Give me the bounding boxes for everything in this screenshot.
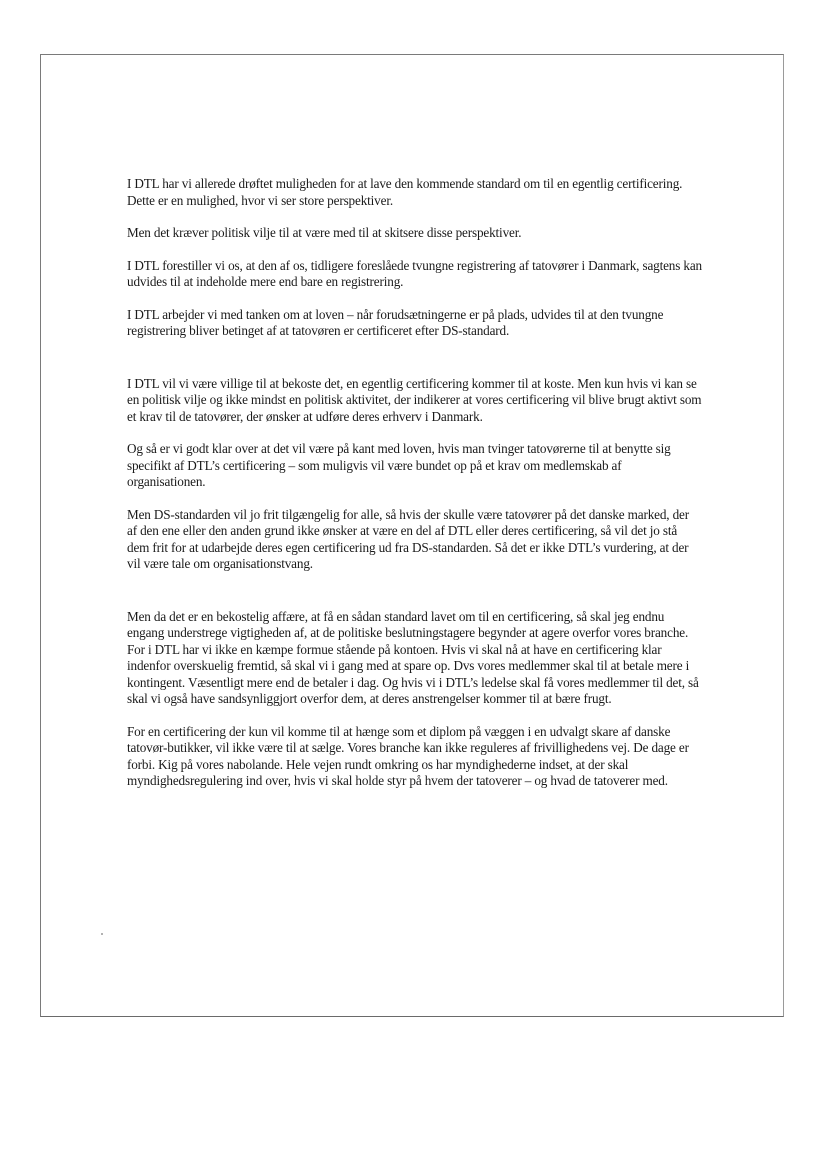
scan-speck: [101, 933, 103, 935]
paragraph: I DTL vil vi være villige til at bekoste det, en egentlig certificering kommer til at koste. Men kun hvis vi kan se en politisk vilje og ikke mindst en politisk aktivitet, der indikerer at vores certificering vil blive brugt aktivt som et krav til de tatovører, der ønsker at udføre deres erhverv i Danmark.: [127, 375, 702, 424]
paragraph: I DTL arbejder vi med tanken om at loven – når forudsætningerne er på plads, udvides til at den tvungne registrering bliver betinget af at tatovøren er certificeret efter DS-standard.: [127, 306, 664, 338]
paragraph: I DTL forestiller vi os, at den af os, tidligere foreslåede tvungne registrering af tatovører i Danmark, sagtens kan udvides til at indeholde mere end bare en registrering.: [127, 257, 702, 289]
document-body: [127, 176, 702, 806]
paragraph: Men da det er en bekostelig affære, at få en sådan standard lavet om til en certificering, så skal jeg endnu engang understrege vigtigheden af, at de politiske beslutningstagere begynder at agere overfor vores branche. For i DTL har vi ikke en kæmpe formue stående på kontoen. Hvis vi skal nå at have en certificering klar indenfor overskuelig fremtid, så skal vi i gang med at spare op. Dvs vores medlemmer skal til at betale mere i kontingent. Væsentligt mere end de betaler i dag. Og hvis vi i DTL’s ledelse skal få vores medlemmer til det, så skal vi også have sandsynliggjort overfor dem, at deres anstrengelser kommer til at bære frugt.: [127, 608, 699, 706]
paragraph: Men det kræver politisk vilje til at være med til at skitsere disse perspektiver.: [127, 225, 522, 240]
paragraph: Men DS-standarden vil jo frit tilgængelig for alle, så hvis der skulle være tatovører på det danske marked, der af den ene eller den anden grund ikke ønsker at være en del af DTL eller deres certificering, så vil det jo stå dem frit for at udarbejde deres egen certificering ud fra DS-standarden. Så det er ikke DTL’s vurdering, at der vil være tale om organisationstvang.: [127, 506, 689, 571]
paragraph: For en certificering der kun vil komme til at hænge som et diplom på væggen i en udvalgt skare af danske tatovør-butikker, vil ikke være til at sælge. Vores branche kan ikke reguleres af frivillighedens vej. De dage er forbi. Kig på vores nabolande. Hele vejen rundt omkring os har myndighederne indset, at der skal myndighedsregulering ind over, hvis vi skal holde styr på hvem der tatoverer – og hvad de tatoverer med.: [127, 723, 689, 788]
paragraph: Og så er vi godt klar over at det vil være på kant med loven, hvis man tvinger tatovørerne til at benytte sig specifikt af DTL’s certificering – som muligvis vil være bundet op på et krav om medlemskab af organisationen.: [127, 441, 671, 489]
paragraph: I DTL har vi allerede drøftet muligheden for at lave den kommende standard om til en egentlig certificering. Dette er en mulighed, hvor vi ser store perspektiver.: [127, 176, 683, 208]
